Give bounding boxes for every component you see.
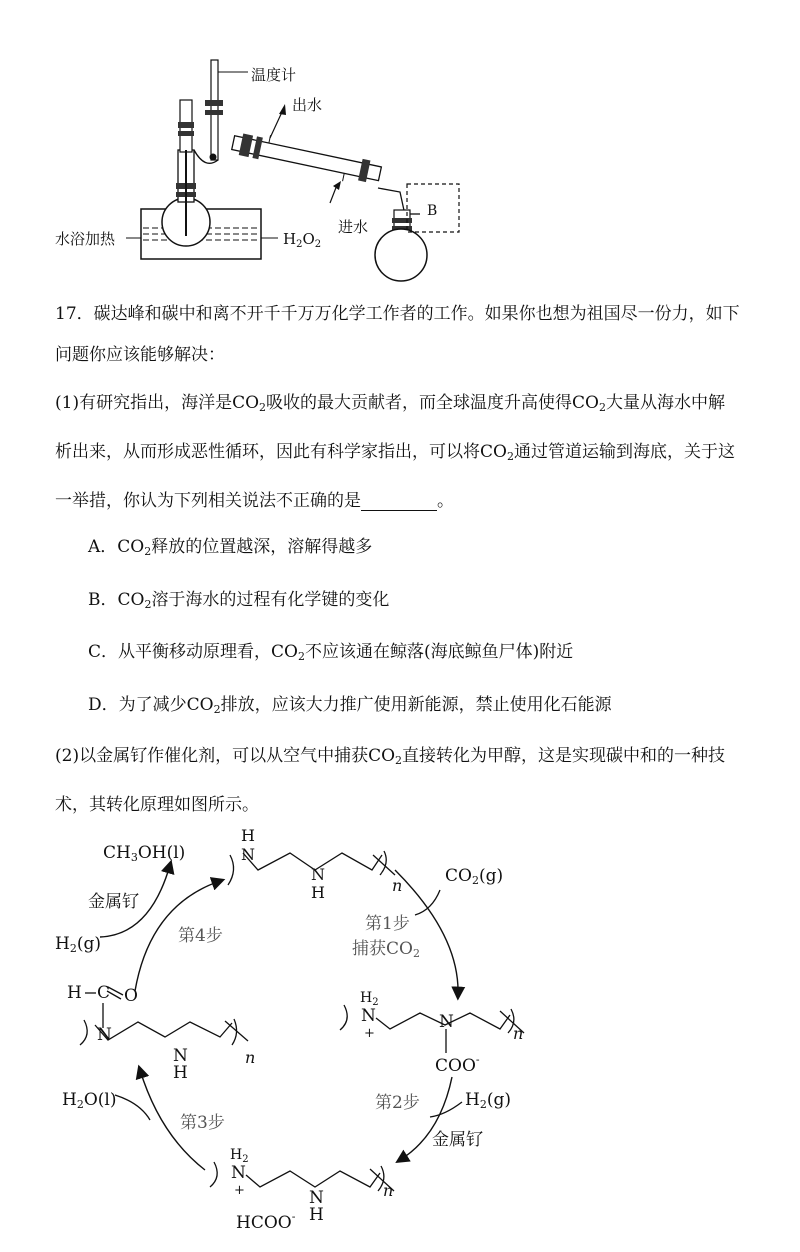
water-bath-label: 水浴加热 bbox=[55, 230, 116, 248]
atom-n-left2: N bbox=[173, 1046, 188, 1066]
atom-n-right2: N bbox=[439, 1012, 454, 1032]
h2-join-line bbox=[430, 1102, 462, 1117]
box-b-label: B bbox=[427, 203, 438, 219]
methanol-label: CH3OH(l) bbox=[103, 843, 186, 864]
ammonium-h2-right: $H_2$ bbox=[360, 990, 379, 1008]
step2-label: 第2步 bbox=[375, 1093, 420, 1113]
part1-line-2: 析出来，从而形成恶性循环，因此有科学家指出，可以将$CO_2$通过管道运输到海底，关于这 bbox=[55, 442, 735, 463]
question-line-1: 17．碳达峰和碳中和离不开千千万万化学工作者的工作。如果你也想为祖国尽一份力，如下 bbox=[55, 304, 740, 324]
atom-c-formyl: C bbox=[97, 983, 111, 1003]
subscript-n-top: n bbox=[392, 876, 403, 895]
water-join-line bbox=[115, 1095, 150, 1120]
h2ol-label: H2O(l) bbox=[62, 1090, 117, 1111]
h2g-right-label: H2(g) bbox=[465, 1090, 511, 1111]
atom-n-left1: N bbox=[97, 1025, 112, 1045]
formate-label: HCOO- bbox=[236, 1210, 296, 1233]
part2-line-2: 术，其转化原理如图所示。 bbox=[55, 795, 259, 815]
step4-label: 第4步 bbox=[178, 926, 223, 946]
part1-line-1: (1)有研究指出，海洋是$CO_2$吸收的最大贡献者，而全球温度升高使得$CO_2$大量从海水中解 bbox=[55, 393, 725, 414]
option-a: A．$CO_2$释放的位置越深，溶解得越多 bbox=[88, 537, 373, 558]
question-line-2: 问题你应该能够解决： bbox=[55, 345, 225, 365]
answer-blank[interactable] bbox=[361, 494, 437, 511]
option-b: B．$CO_2$溶于海水的过程有化学键的变化 bbox=[88, 590, 390, 611]
option-c: C．从平衡移动原理看，$CO_2$不应该通在鲸落(海底鲸鱼尸体)附近 bbox=[88, 642, 574, 663]
receiving-flask bbox=[375, 229, 427, 281]
distillation-apparatus bbox=[0, 0, 800, 290]
subscript-n-bottom: n bbox=[383, 1181, 394, 1200]
atom-h-bottom2: H bbox=[309, 1205, 324, 1225]
atom-n-top2: N bbox=[311, 865, 325, 884]
carboxylate-label: COO- bbox=[435, 1053, 480, 1076]
catalyst-label-left: 金属钌 bbox=[88, 892, 139, 912]
atom-n-bottom1: N bbox=[231, 1163, 246, 1183]
capture-co2-label: 捕获CO2 bbox=[352, 939, 420, 960]
water-out-label: 出水 bbox=[292, 96, 323, 114]
atom-h-left2: H bbox=[173, 1063, 188, 1083]
atom-n-right1: N bbox=[361, 1006, 376, 1026]
co2g-label: CO2(g) bbox=[445, 866, 504, 887]
plus-bottom: + bbox=[234, 1183, 245, 1198]
step1-label: 第1步 bbox=[365, 914, 410, 934]
h2g-left-label: H2(g) bbox=[55, 934, 101, 955]
atom-h-top2: H bbox=[311, 883, 325, 902]
catalyst-label-right: 金属钌 bbox=[432, 1130, 483, 1150]
atom-h-formyl: H bbox=[67, 983, 82, 1003]
subscript-n-right: n bbox=[513, 1024, 524, 1043]
option-d: D．为了减少$CO_2$排放，应该大力推广使用新能源，禁止使用化石能源 bbox=[88, 695, 612, 716]
h2o2-label: $H_2O_2$ bbox=[283, 230, 322, 250]
part1-line-3: 一举措，你认为下列相关说法不正确的是 。 bbox=[55, 491, 454, 511]
condenser bbox=[230, 128, 383, 189]
catalytic-cycle-diagram bbox=[0, 815, 800, 1245]
atom-n-bottom2: N bbox=[309, 1188, 324, 1208]
thermometer-label: 温度计 bbox=[251, 66, 297, 84]
co2-join-line bbox=[415, 890, 440, 915]
ammonium-h2-bottom: $H_2$ bbox=[230, 1147, 249, 1165]
atom-h-top1: H bbox=[241, 826, 255, 845]
water-in-label: 进水 bbox=[338, 218, 369, 236]
part2-line-1: (2)以金属钌作催化剂，可以从空气中捕获$CO_2$直接转化为甲醇，这是实现碳中和的一种技 bbox=[55, 746, 726, 767]
atom-n-top1: N bbox=[241, 845, 255, 864]
subscript-n-left: n bbox=[245, 1048, 256, 1067]
plus-right: + bbox=[364, 1026, 375, 1041]
atom-o-formyl: O bbox=[124, 986, 138, 1006]
step3-label: 第3步 bbox=[180, 1113, 225, 1133]
